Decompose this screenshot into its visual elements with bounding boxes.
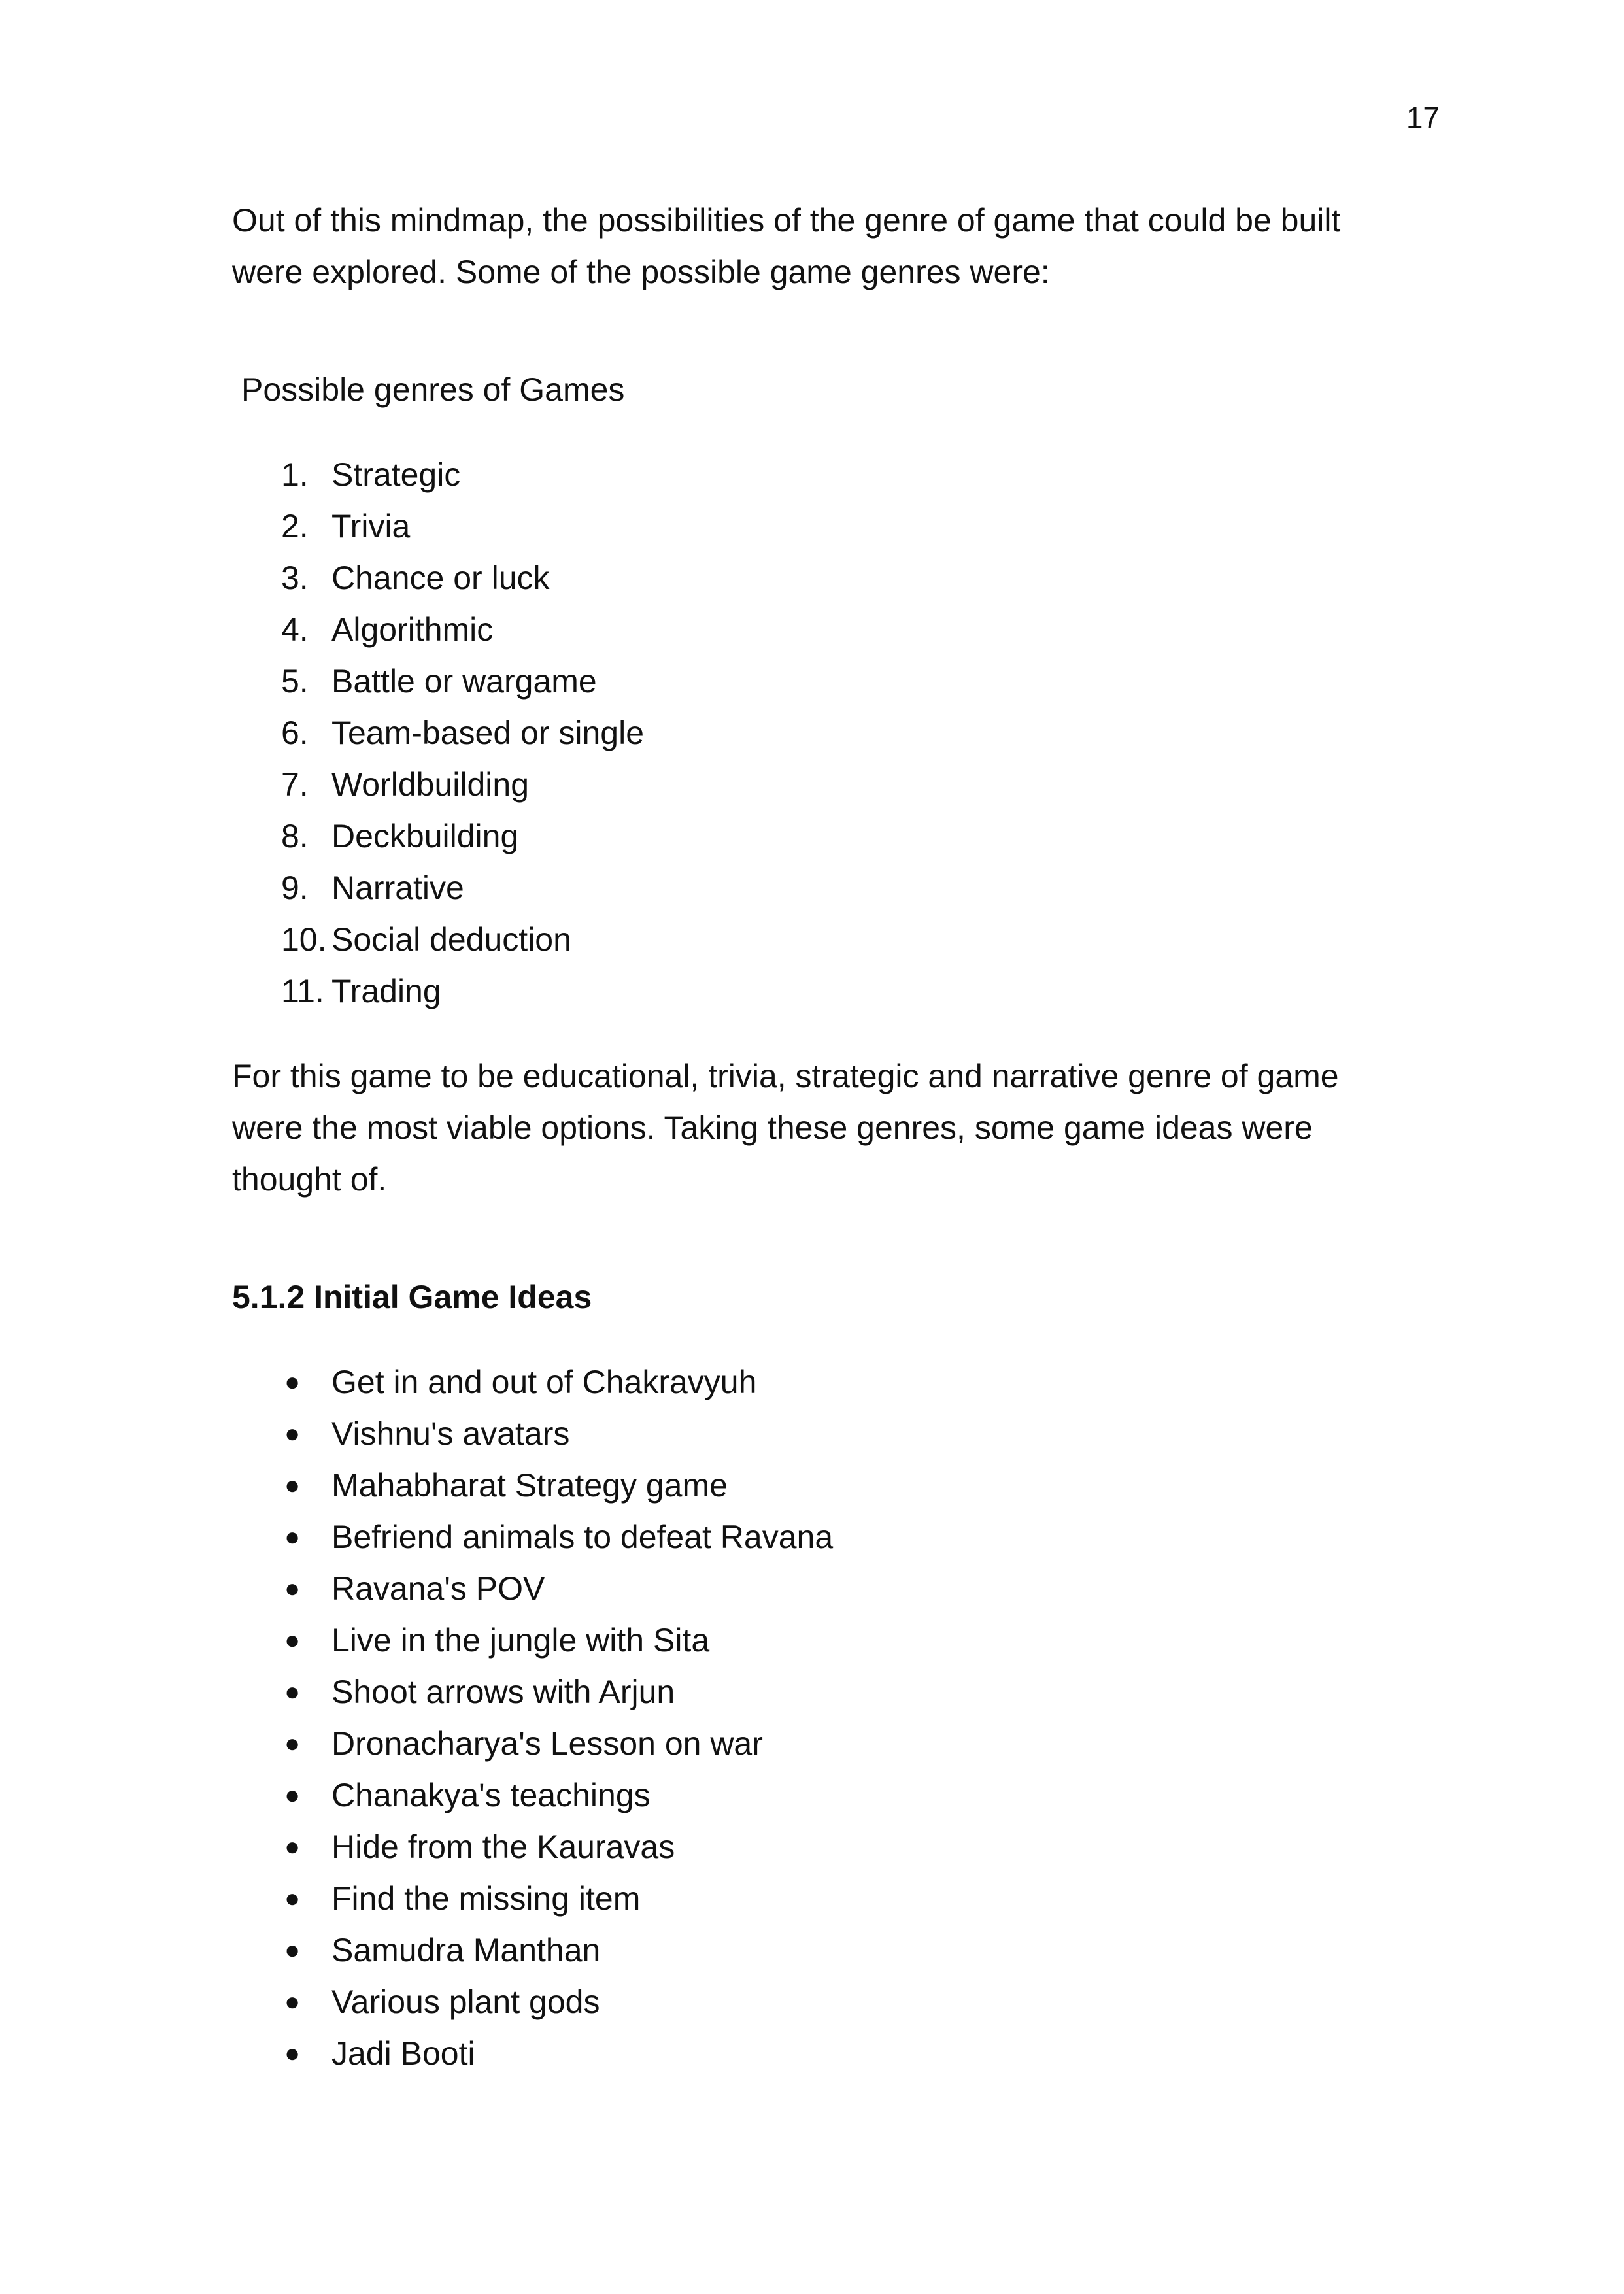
bullet-icon: ● <box>284 1781 301 1810</box>
genre-list-item <box>232 501 1409 552</box>
idea-label: Dronacharya's Lesson on war <box>331 1725 763 1762</box>
genre-label: Deckbuilding <box>331 818 519 854</box>
list-number: 2. <box>281 508 309 545</box>
idea-list-item <box>232 1357 1409 1408</box>
bullet-icon: ● <box>284 1523 301 1551</box>
idea-list-item <box>232 1770 1409 1821</box>
idea-list-item <box>232 1615 1409 1666</box>
bullet-icon: ● <box>284 1936 301 1965</box>
genre-label: Team-based or single <box>331 715 645 751</box>
idea-label: Samudra Manthan <box>331 1932 601 1968</box>
genre-label: Narrative <box>331 869 464 906</box>
bullet-icon: ● <box>284 1832 301 1861</box>
genre-list-item <box>232 759 1409 811</box>
list-number: 5. <box>281 663 309 700</box>
bullet-icon: ● <box>284 1987 301 2016</box>
ideas-heading: 5.1.2 Initial Game Ideas <box>232 1279 592 1315</box>
ideas-list <box>232 1357 1409 2080</box>
list-number: 11. <box>281 973 324 1009</box>
idea-label: Various plant gods <box>331 1983 600 2020</box>
idea-list-item <box>232 1821 1409 1873</box>
list-number: 10. <box>281 921 327 958</box>
idea-list-item <box>232 1873 1409 1925</box>
genre-label: Strategic <box>331 456 461 493</box>
genre-list-item <box>232 707 1409 759</box>
genre-list-item <box>232 449 1409 501</box>
genre-label: Chance or luck <box>331 560 550 596</box>
bullet-icon: ● <box>284 1626 301 1655</box>
genre-list-item <box>232 811 1409 862</box>
list-number: 3. <box>281 560 309 596</box>
bullet-icon: ● <box>284 1471 301 1500</box>
idea-label: Live in the jungle with Sita <box>331 1622 710 1659</box>
list-number: 7. <box>281 766 309 803</box>
idea-label: Befriend animals to defeat Ravana <box>331 1519 834 1555</box>
bullet-icon: ● <box>284 1574 301 1603</box>
idea-label: Ravana's POV <box>331 1570 545 1607</box>
idea-list-item <box>232 1925 1409 1976</box>
idea-list-item <box>232 1666 1409 1718</box>
list-number: 6. <box>281 715 309 751</box>
idea-list-item <box>232 1563 1409 1615</box>
bullet-icon: ● <box>284 2039 301 2068</box>
page-content <box>232 195 1409 2080</box>
genre-list-item <box>232 552 1409 604</box>
idea-list-item <box>232 1718 1409 1770</box>
idea-list-item <box>232 1408 1409 1460</box>
genre-list-item <box>232 656 1409 707</box>
idea-label: Vishnu's avatars <box>331 1415 570 1452</box>
idea-label: Shoot arrows with Arjun <box>331 1674 675 1710</box>
genre-label: Algorithmic <box>331 611 494 648</box>
idea-list-item <box>232 1511 1409 1563</box>
idea-label: Mahabharat Strategy game <box>331 1467 728 1504</box>
list-number: 8. <box>281 818 309 854</box>
idea-list-item <box>232 1460 1409 1511</box>
genres-list <box>232 449 1409 1017</box>
genre-label: Battle or wargame <box>331 663 597 700</box>
genre-label: Social deduction <box>331 921 571 958</box>
idea-label: Get in and out of Chakravyuh <box>331 1364 757 1400</box>
genre-list-item <box>232 862 1409 914</box>
genres-heading: Possible genres of Games <box>241 371 625 408</box>
genre-list-item <box>232 914 1409 966</box>
idea-label: Hide from the Kauravas <box>331 1829 675 1865</box>
list-number: 1. <box>281 456 309 493</box>
bullet-icon: ● <box>284 1678 301 1706</box>
genre-label: Trading <box>331 973 441 1009</box>
list-number: 9. <box>281 869 309 906</box>
genre-list-item <box>232 966 1409 1017</box>
page-number: 17 <box>1406 101 1440 135</box>
intro-paragraph: Out of this mindmap, the possibilities of the genre of game that could be built were explored. Some of the possible game genres were: <box>232 202 1341 290</box>
list-number: 4. <box>281 611 309 648</box>
genre-label: Worldbuilding <box>331 766 530 803</box>
bullet-icon: ● <box>284 1419 301 1448</box>
bullet-icon: ● <box>284 1729 301 1758</box>
genre-label: Trivia <box>331 508 411 545</box>
idea-list-item <box>232 2028 1409 2080</box>
viability-paragraph: For this game to be educational, trivia, strategic and narrative genre of game were the most viable options. Taking these genres, some game ideas were thought of. <box>232 1058 1339 1198</box>
idea-label: Jadi Booti <box>331 2035 475 2072</box>
idea-list-item <box>232 1976 1409 2028</box>
idea-label: Find the missing item <box>331 1880 641 1917</box>
idea-label: Chanakya's teachings <box>331 1777 651 1813</box>
bullet-icon: ● <box>284 1368 301 1396</box>
bullet-icon: ● <box>284 1884 301 1913</box>
genre-list-item <box>232 604 1409 656</box>
